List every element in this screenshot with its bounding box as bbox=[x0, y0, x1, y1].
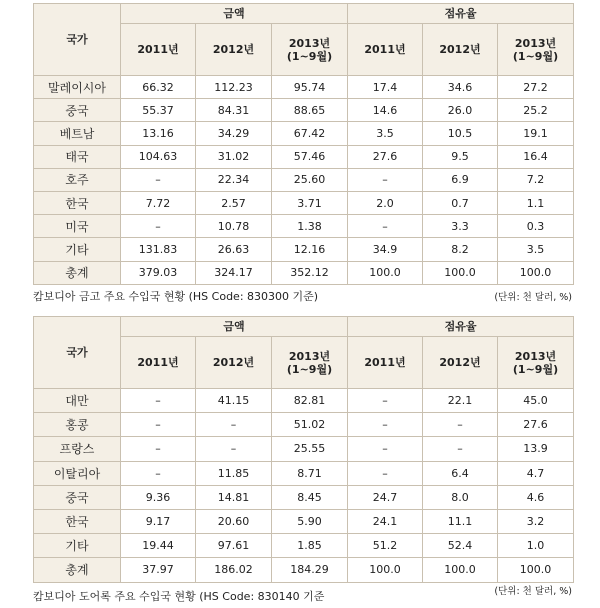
cell-share-2012: 10.5 bbox=[423, 122, 498, 145]
cell-share-2012: 100.0 bbox=[423, 261, 498, 284]
table-row bbox=[34, 145, 574, 168]
table1-caption: 캄보디아 금고 주요 수입국 현황 (HS Code: 830300 기준) bbox=[33, 290, 319, 303]
cell-amount-2013: 5.90 bbox=[272, 509, 348, 533]
cell-share-2011: 2.0 bbox=[348, 191, 423, 214]
header-period-2013: (1~9월) bbox=[286, 362, 333, 376]
cell-share-2012: 9.5 bbox=[423, 145, 498, 168]
cell-share-2011: – bbox=[348, 168, 423, 191]
cell-amount-2011: 66.32 bbox=[121, 76, 196, 99]
table-row bbox=[34, 437, 574, 461]
cell-share-2013: 100.0 bbox=[498, 261, 574, 284]
cell-share-2013: 3.5 bbox=[498, 238, 574, 261]
cell-amount-2011: 9.36 bbox=[121, 485, 196, 509]
cell-country: 중국 bbox=[34, 99, 121, 122]
table-row bbox=[34, 461, 574, 485]
gold-safe-import-table bbox=[33, 3, 574, 285]
cell-share-2012: 8.2 bbox=[423, 238, 498, 261]
cell-share-2011: 51.2 bbox=[348, 534, 423, 558]
cell-share-2013: 13.9 bbox=[498, 437, 574, 461]
cell-amount-2011: – bbox=[121, 413, 196, 437]
cell-country: 총계 bbox=[34, 261, 121, 284]
cell-amount-2013: 88.65 bbox=[272, 99, 348, 122]
cell-share-2011: 17.4 bbox=[348, 76, 423, 99]
cell-share-2013: 0.3 bbox=[498, 215, 574, 238]
cell-amount-2012: 324.17 bbox=[196, 261, 272, 284]
header-period-2013: (1~9월) bbox=[286, 49, 333, 63]
cell-amount-2012: 31.02 bbox=[196, 145, 272, 168]
table-row bbox=[34, 191, 574, 214]
table1-unit: (단위: 천 달러, %) bbox=[494, 292, 572, 303]
header-share-2013 bbox=[498, 337, 574, 389]
cell-share-2013: 1.1 bbox=[498, 191, 574, 214]
cell-share-2011: 100.0 bbox=[348, 558, 423, 582]
cell-amount-2011: 37.97 bbox=[121, 558, 196, 582]
header-amount-2012: 2012년 bbox=[196, 337, 272, 389]
cell-country: 중국 bbox=[34, 485, 121, 509]
cell-amount-2011: – bbox=[121, 215, 196, 238]
cell-share-2013: 27.6 bbox=[498, 413, 574, 437]
cell-amount-2011: 55.37 bbox=[121, 99, 196, 122]
table-row bbox=[34, 238, 574, 261]
header-amount-2011: 2011년 bbox=[121, 24, 196, 76]
cell-amount-2012: 97.61 bbox=[196, 534, 272, 558]
cell-amount-2013: 25.55 bbox=[272, 437, 348, 461]
cell-amount-2013: 8.71 bbox=[272, 461, 348, 485]
cell-country: 호주 bbox=[34, 168, 121, 191]
table-row bbox=[34, 99, 574, 122]
cell-share-2011: – bbox=[348, 437, 423, 461]
cell-amount-2013: 25.60 bbox=[272, 168, 348, 191]
cell-share-2012: – bbox=[423, 413, 498, 437]
cell-amount-2013: 82.81 bbox=[272, 389, 348, 413]
cell-share-2012: 52.4 bbox=[423, 534, 498, 558]
cell-share-2013: 1.0 bbox=[498, 534, 574, 558]
header-year-2013: 2013년 bbox=[514, 36, 557, 50]
header-share-2011: 2011년 bbox=[348, 337, 423, 389]
cell-amount-2011: 13.16 bbox=[121, 122, 196, 145]
header-amount-2012: 2012년 bbox=[196, 24, 272, 76]
cell-share-2012: 100.0 bbox=[423, 558, 498, 582]
cell-amount-2012: 11.85 bbox=[196, 461, 272, 485]
header-share-2011: 2011년 bbox=[348, 24, 423, 76]
cell-country: 이탈리아 bbox=[34, 461, 121, 485]
cell-amount-2011: 7.72 bbox=[121, 191, 196, 214]
cell-share-2012: 26.0 bbox=[423, 99, 498, 122]
cell-share-2011: – bbox=[348, 215, 423, 238]
table2-unit: (단위: 천 달러, %) bbox=[494, 586, 572, 597]
cell-country: 말레이시아 bbox=[34, 76, 121, 99]
cell-share-2012: 22.1 bbox=[423, 389, 498, 413]
cell-share-2011: 34.9 bbox=[348, 238, 423, 261]
cell-share-2012: 6.4 bbox=[423, 461, 498, 485]
cell-share-2013: 100.0 bbox=[498, 558, 574, 582]
header-amount-2013 bbox=[272, 24, 348, 76]
header-amount-2013 bbox=[272, 337, 348, 389]
table-row bbox=[34, 261, 574, 284]
cell-country: 미국 bbox=[34, 215, 121, 238]
table2-caption: 캄보디아 도어록 주요 수입국 현황 (HS Code: 830140 기준 bbox=[33, 590, 325, 603]
cell-amount-2012: 34.29 bbox=[196, 122, 272, 145]
header-amount: 금액 bbox=[121, 317, 348, 337]
cell-share-2011: – bbox=[348, 389, 423, 413]
cell-share-2011: – bbox=[348, 461, 423, 485]
cell-amount-2013: 51.02 bbox=[272, 413, 348, 437]
table-row bbox=[34, 558, 574, 582]
header-share-2013 bbox=[498, 24, 574, 76]
cell-amount-2013: 352.12 bbox=[272, 261, 348, 284]
cell-amount-2011: – bbox=[121, 437, 196, 461]
table-row bbox=[34, 485, 574, 509]
cell-share-2013: 25.2 bbox=[498, 99, 574, 122]
cell-share-2013: 3.2 bbox=[498, 509, 574, 533]
cell-share-2012: 34.6 bbox=[423, 76, 498, 99]
table-row bbox=[34, 534, 574, 558]
cell-share-2012: 8.0 bbox=[423, 485, 498, 509]
cell-share-2013: 7.2 bbox=[498, 168, 574, 191]
table-row bbox=[34, 389, 574, 413]
cell-country: 태국 bbox=[34, 145, 121, 168]
cell-share-2012: 3.3 bbox=[423, 215, 498, 238]
cell-amount-2013: 95.74 bbox=[272, 76, 348, 99]
table-row bbox=[34, 413, 574, 437]
header-share-2012: 2012년 bbox=[423, 24, 498, 76]
cell-amount-2012: 41.15 bbox=[196, 389, 272, 413]
cell-share-2011: 27.6 bbox=[348, 145, 423, 168]
cell-amount-2012: 26.63 bbox=[196, 238, 272, 261]
cell-amount-2012: 20.60 bbox=[196, 509, 272, 533]
cell-country: 베트남 bbox=[34, 122, 121, 145]
cell-country: 기타 bbox=[34, 534, 121, 558]
cell-share-2011: 14.6 bbox=[348, 99, 423, 122]
cell-country: 한국 bbox=[34, 191, 121, 214]
cell-amount-2013: 57.46 bbox=[272, 145, 348, 168]
cell-amount-2012: – bbox=[196, 437, 272, 461]
cell-share-2013: 4.7 bbox=[498, 461, 574, 485]
cell-amount-2011: – bbox=[121, 389, 196, 413]
cell-share-2011: 24.1 bbox=[348, 509, 423, 533]
table-row bbox=[34, 76, 574, 99]
cell-share-2012: 11.1 bbox=[423, 509, 498, 533]
header-country: 국가 bbox=[34, 4, 121, 76]
cell-amount-2013: 3.71 bbox=[272, 191, 348, 214]
header-share-2012: 2012년 bbox=[423, 337, 498, 389]
cell-amount-2013: 12.16 bbox=[272, 238, 348, 261]
cell-country: 대만 bbox=[34, 389, 121, 413]
header-period-2013: (1~9월) bbox=[512, 49, 559, 63]
header-year-2013: 2013년 bbox=[288, 349, 331, 363]
cell-amount-2013: 184.29 bbox=[272, 558, 348, 582]
cell-country: 홍콩 bbox=[34, 413, 121, 437]
cell-amount-2012: 84.31 bbox=[196, 99, 272, 122]
cell-share-2012: 6.9 bbox=[423, 168, 498, 191]
header-share: 점유율 bbox=[348, 4, 574, 24]
cell-amount-2011: 104.63 bbox=[121, 145, 196, 168]
cell-share-2013: 19.1 bbox=[498, 122, 574, 145]
cell-amount-2012: 22.34 bbox=[196, 168, 272, 191]
cell-share-2013: 45.0 bbox=[498, 389, 574, 413]
cell-amount-2012: – bbox=[196, 413, 272, 437]
cell-amount-2011: – bbox=[121, 461, 196, 485]
cell-share-2012: – bbox=[423, 437, 498, 461]
table-row bbox=[34, 168, 574, 191]
cell-amount-2011: 9.17 bbox=[121, 509, 196, 533]
cell-amount-2013: 67.42 bbox=[272, 122, 348, 145]
cell-amount-2012: 112.23 bbox=[196, 76, 272, 99]
cell-country: 한국 bbox=[34, 509, 121, 533]
cell-amount-2011: 19.44 bbox=[121, 534, 196, 558]
cell-share-2012: 0.7 bbox=[423, 191, 498, 214]
cell-amount-2013: 8.45 bbox=[272, 485, 348, 509]
cell-amount-2011: 131.83 bbox=[121, 238, 196, 261]
header-country: 국가 bbox=[34, 317, 121, 389]
cell-share-2011: 24.7 bbox=[348, 485, 423, 509]
table-row bbox=[34, 509, 574, 533]
cell-share-2013: 4.6 bbox=[498, 485, 574, 509]
cell-amount-2011: – bbox=[121, 168, 196, 191]
cell-share-2011: – bbox=[348, 413, 423, 437]
table-row bbox=[34, 122, 574, 145]
header-period-2013: (1~9월) bbox=[512, 362, 559, 376]
cell-share-2011: 100.0 bbox=[348, 261, 423, 284]
cell-amount-2013: 1.38 bbox=[272, 215, 348, 238]
cell-amount-2013: 1.85 bbox=[272, 534, 348, 558]
header-amount: 금액 bbox=[121, 4, 348, 24]
cell-amount-2012: 10.78 bbox=[196, 215, 272, 238]
cell-country: 기타 bbox=[34, 238, 121, 261]
cell-share-2013: 16.4 bbox=[498, 145, 574, 168]
cell-share-2013: 27.2 bbox=[498, 76, 574, 99]
header-year-2013: 2013년 bbox=[514, 349, 557, 363]
cell-amount-2012: 14.81 bbox=[196, 485, 272, 509]
cell-country: 프랑스 bbox=[34, 437, 121, 461]
table-row bbox=[34, 215, 574, 238]
door-lock-import-table bbox=[33, 316, 574, 583]
cell-amount-2012: 2.57 bbox=[196, 191, 272, 214]
header-share: 점유율 bbox=[348, 317, 574, 337]
cell-share-2011: 3.5 bbox=[348, 122, 423, 145]
cell-amount-2012: 186.02 bbox=[196, 558, 272, 582]
cell-amount-2011: 379.03 bbox=[121, 261, 196, 284]
cell-country: 총계 bbox=[34, 558, 121, 582]
header-year-2013: 2013년 bbox=[288, 36, 331, 50]
header-amount-2011: 2011년 bbox=[121, 337, 196, 389]
